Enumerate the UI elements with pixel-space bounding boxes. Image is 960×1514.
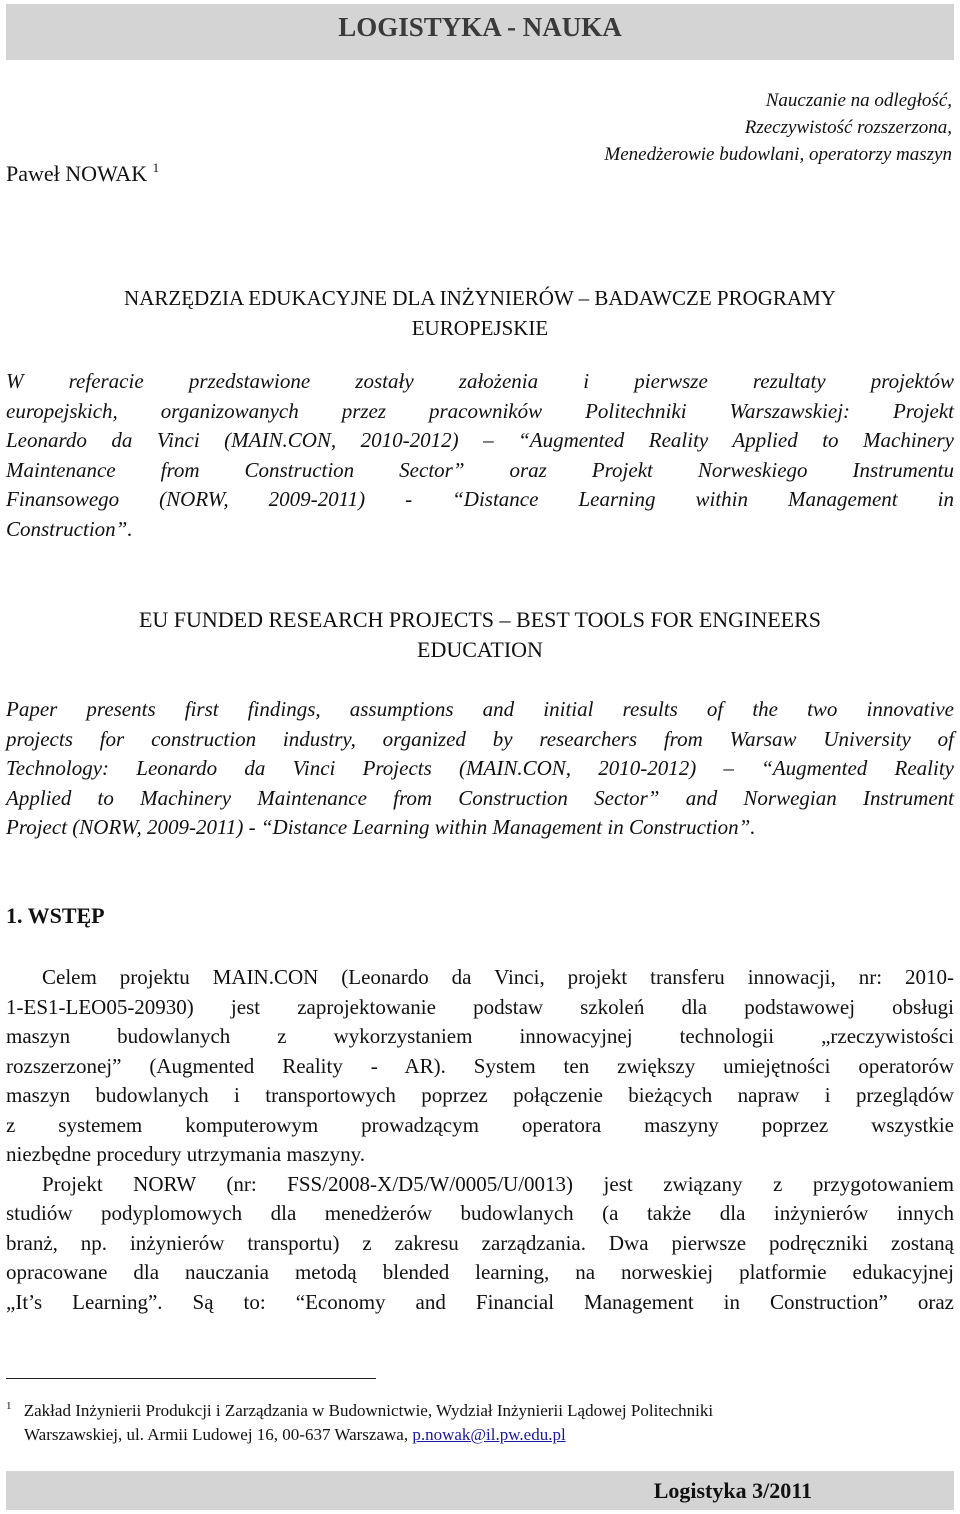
- abstract-line: Project (NORW, 2009-2011) - “Distance Learning within Management in Construction”.: [6, 815, 756, 839]
- section-heading: 1. WSTĘP: [6, 903, 105, 928]
- keyword-line: Nauczanie na odległość,: [765, 90, 952, 111]
- keywords: [312, 87, 952, 168]
- footer-journal-issue: Logistyka 3/2011: [653, 1478, 812, 1503]
- footnote-address: Warszawskiej, ul. Armii Ludowej 16, 00-637 Warszawa,: [24, 1425, 413, 1444]
- body-line: 1-ES1-LEO05-20930) jest zaprojektowanie podstaw szkoleń dla podstawowej obsługi: [6, 994, 954, 1019]
- footnote-affiliation: Zakład Inżynierii Produkcji i Zarządzania w Budownictwie, Wydział Inżynierii Lądowej Politechniki: [23, 1401, 714, 1420]
- abstract-line: Finansowego (NORW, 2009-2011) - “Distance Learning within Management in: [6, 487, 954, 511]
- abstract-line: Technology: Leonardo da Vinci Projects (MAIN.CON, 2010-2012) – “Augmented Reality: [6, 756, 954, 780]
- abstract-line: projects for construction industry, organized by researchers from Warsaw University of: [6, 726, 954, 751]
- abstract-line: W referacie przedstawione zostały założenia i pierwsze rezultaty projektów: [6, 369, 954, 393]
- body-line: „It’s Learning”. Są to: “Economy and Financial Management in Construction” oraz: [6, 1289, 954, 1314]
- body-line: rozszerzonej” (Augmented Reality - AR). System ten zwiększy umiejętności operatorów: [6, 1053, 954, 1078]
- author-name: Paweł NOWAK: [6, 161, 148, 186]
- abstract-line: Applied to Machinery Maintenance from Construction Sector” and Norwegian Instrument: [6, 785, 954, 810]
- keyword-line: Rzeczywistość rozszerzona,: [744, 117, 952, 138]
- abstract-polish: [6, 367, 954, 544]
- body-line: Projekt NORW (nr: FSS/2008-X/D5/W/0005/U/0013) jest związany z przygotowaniem: [42, 1171, 954, 1196]
- footnote-divider: [6, 1378, 376, 1379]
- paper-title-english: EU FUNDED RESEARCH PROJECTS – BEST TOOLS FOR ENGINEERS EDUCATION: [138, 607, 822, 662]
- abstract-english: [6, 695, 954, 843]
- abstract-line: Construction”.: [6, 516, 133, 541]
- keyword-line: Menedżerowie budowlani, operatorzy maszyn: [604, 144, 952, 165]
- author-footnote-mark: 1: [152, 160, 160, 175]
- abstract-line: Maintenance from Construction Sector” oraz Projekt Norweskiego Instrumentu: [6, 457, 954, 482]
- body-line: opracowane dla nauczania metodą blended learning, na norweskiej platformie edukacyjnej: [6, 1260, 954, 1284]
- footnote-mark: 1: [6, 1400, 12, 1412]
- footnote: [6, 1394, 946, 1447]
- body-line: z systemem komputerowym prowadzącym operatora maszyny poprzez wszystkie: [6, 1112, 954, 1137]
- email-link[interactable]: p.nowak@il.pw.edu.pl: [412, 1425, 566, 1444]
- body-line: niezbędne procedury utrzymania maszyny.: [6, 1142, 365, 1166]
- author: [6, 160, 159, 187]
- abstract-line: europejskich, organizowanych przez pracowników Politechniki Warszawskiej: Projekt: [6, 398, 954, 423]
- section-body: [6, 963, 954, 1317]
- body-line: studiów podyplomowych dla menedżerów budowlanych (a także dla inżynierów innych: [6, 1201, 954, 1225]
- body-line: maszyn budowlanych z wykorzystaniem innowacyjnej technologii „rzeczywistości: [6, 1024, 954, 1048]
- abstract-line: Paper presents first findings, assumptions and initial results of the two innovative: [6, 697, 954, 721]
- body-line: branż, np. inżynierów transportu) z zakresu zarządzania. Dwa pierwsze podręczniki zostaną: [6, 1230, 954, 1255]
- body-line: Celem projektu MAIN.CON (Leonardo da Vinci, projekt transferu innowacji, nr: 2010-: [42, 965, 954, 989]
- abstract-line: Leonardo da Vinci (MAIN.CON, 2010-2012) – “Augmented Reality Applied to Machinery: [6, 428, 954, 452]
- body-line: maszyn budowlanych i transportowych poprzez połączenie bieżących napraw i przeglądów: [6, 1083, 954, 1107]
- paper-title-polish: NARZĘDZIA EDUKACYJNE DLA INŻYNIERÓW – BADAWCZE PROGRAMY EUROPEJSKIE: [124, 286, 836, 340]
- journal-title: LOGISTYKA - NAUKA: [338, 12, 622, 42]
